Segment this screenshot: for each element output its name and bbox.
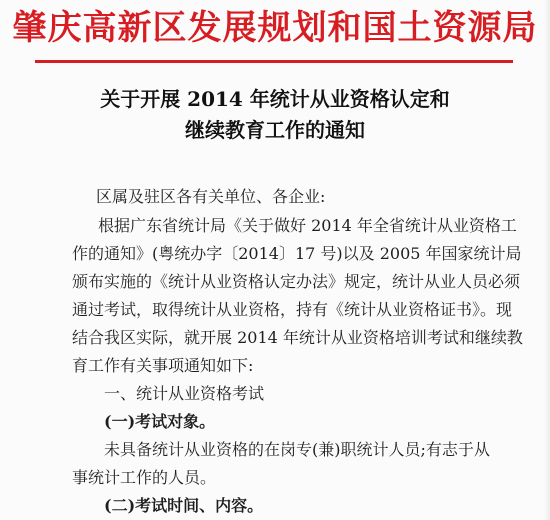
subsection-heading-1: (一)考试对象。 bbox=[104, 412, 216, 431]
body-line: 颁布实施的《统计从业资格认定办法》规定，统计从业人员必须 bbox=[72, 272, 521, 291]
subsection-1-text-line-1: 未具备统计从业资格的在岗专(兼)职统计人员;有志于从 bbox=[104, 440, 490, 459]
notice-title-line-2: 继续教育工作的通知 bbox=[185, 118, 365, 142]
body-line: 根据广东省统计局《关于做好 2014 年全省统计从业资格工 bbox=[98, 216, 517, 235]
subsection-1-text-line-2: 事统计工作的人员。 bbox=[72, 468, 217, 487]
section-heading-1: 一、统计从业资格考试 bbox=[104, 384, 265, 403]
notice-title-line-1: 关于开展 2014 年统计从业资格认定和 bbox=[100, 87, 450, 111]
body-line: 通过考试，取得统计从业资格，持有《统计从业资格证书》。现 bbox=[72, 300, 513, 319]
body-line: 育工作有关事项通知如下: bbox=[72, 356, 254, 375]
subsection-heading-2: (二)考试时间、内容。 bbox=[104, 496, 264, 515]
letterhead-org-name: 肇庆高新区发展规划和国土资源局 bbox=[12, 8, 538, 48]
body-line: 作的通知》(粤统办字〔2014〕17 号)以及 2005 年国家统计局 bbox=[72, 244, 522, 263]
letterhead-red-rule bbox=[35, 60, 513, 63]
scan-edge-shadow bbox=[544, 0, 550, 520]
salutation: 区属及驻区各有关单位、各企业: bbox=[96, 187, 326, 206]
body-line: 结合我区实际，就开展 2014 年统计从业资格培训考试和继续教 bbox=[72, 328, 523, 347]
